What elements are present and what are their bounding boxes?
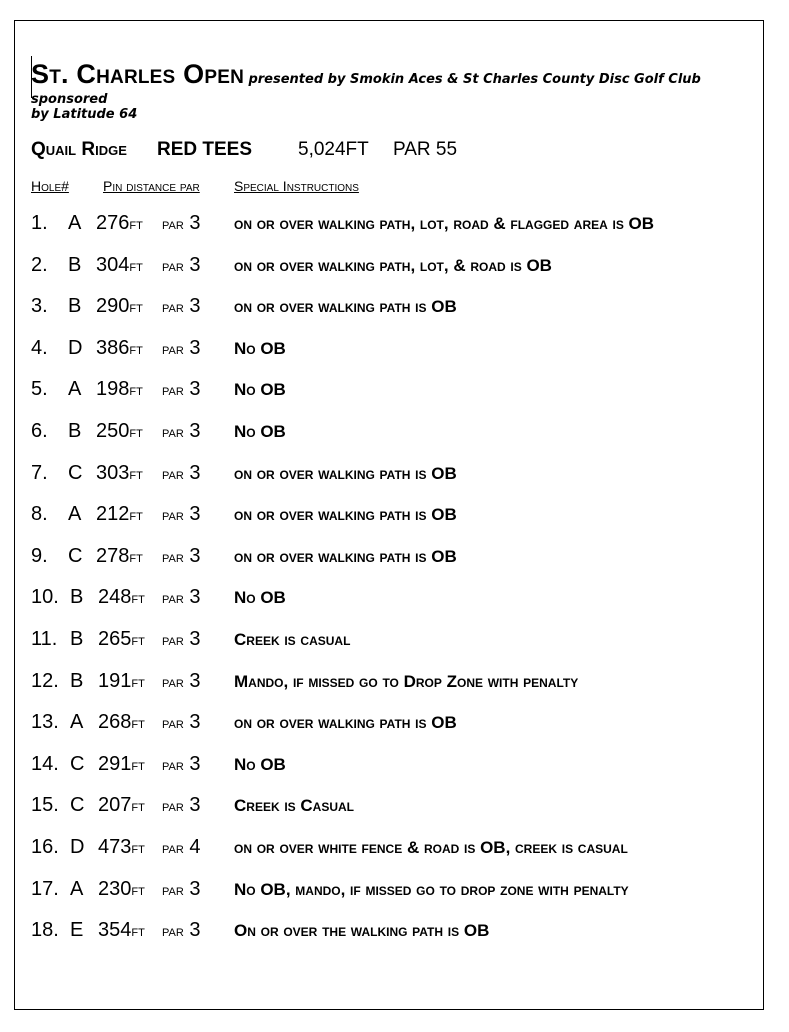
course-length: 5,024FT	[298, 139, 369, 160]
course-name: Quail Ridge	[31, 139, 127, 160]
hole-par	[162, 586, 201, 609]
par-label: par	[162, 340, 184, 358]
hole-par	[162, 212, 201, 235]
distance-unit: ft	[131, 881, 145, 899]
distance-value: 230	[98, 877, 132, 900]
distance-value: 473	[98, 835, 132, 858]
hole-row	[31, 876, 756, 918]
hole-distance	[96, 378, 143, 401]
par-label: par	[162, 756, 184, 774]
hole-number: 12.	[31, 669, 59, 692]
special-instructions: on or over walking path is OB	[234, 297, 457, 317]
distance-unit: ft	[131, 839, 145, 857]
pin-position: A	[68, 503, 82, 526]
special-instructions: No OB	[234, 588, 286, 608]
special-instructions: Creek is casual	[234, 629, 351, 649]
par-value: 3	[189, 586, 201, 609]
par-label: par	[162, 881, 184, 899]
hole-number: 5.	[31, 378, 48, 401]
hole-number: 18.	[31, 919, 59, 942]
hole-par	[162, 503, 201, 526]
hole-number: 16.	[31, 835, 59, 858]
hole-distance	[96, 462, 143, 485]
par-value: 3	[189, 419, 201, 442]
distance-unit: ft	[129, 216, 143, 233]
par-label: par	[162, 715, 184, 733]
distance-unit: ft	[129, 340, 143, 358]
par-value: 3	[189, 336, 201, 359]
header-special-instructions: Special Instructions	[234, 178, 359, 194]
pin-position: B	[68, 419, 82, 442]
special-instructions: No OB	[234, 338, 286, 358]
hole-row	[31, 293, 756, 335]
distance-value: 265	[98, 627, 132, 650]
pin-position: B	[68, 295, 82, 318]
par-label: par	[162, 590, 184, 608]
special-instructions: Mando, if missed go to Drop Zone with penalty	[234, 671, 579, 691]
par-value: 3	[189, 794, 201, 817]
distance-value: 207	[98, 794, 132, 817]
hole-number: 10.	[31, 586, 59, 609]
hole-number: 2.	[31, 253, 48, 276]
hole-row	[31, 917, 756, 959]
hole-row	[31, 252, 756, 294]
par-label: par	[162, 548, 184, 566]
distance-unit: ft	[129, 257, 143, 275]
par-label: par	[162, 923, 184, 941]
hole-distance	[98, 919, 145, 942]
par-value: 4	[189, 835, 201, 858]
distance-value: 198	[96, 378, 130, 401]
distance-unit: ft	[129, 382, 143, 400]
distance-value: 290	[96, 295, 130, 318]
hole-row	[31, 584, 756, 626]
pin-position: A	[68, 378, 82, 401]
par-value: 3	[189, 669, 201, 692]
pin-position: C	[68, 544, 83, 567]
hole-list	[31, 210, 756, 959]
header-pin-distance-par: Pin distance par	[103, 178, 200, 194]
document-subtitle: presented by Smokin Aces & St Charles County Disc Golf Club sponsored	[31, 72, 701, 107]
hole-par	[162, 878, 201, 901]
hole-distance	[96, 503, 143, 526]
par-value: 3	[189, 627, 201, 650]
par-value: 3	[189, 378, 201, 401]
course-par: PAR 55	[393, 139, 458, 160]
hole-par	[162, 462, 201, 485]
hole-row	[31, 834, 756, 876]
hole-number: 8.	[31, 503, 48, 526]
par-label: par	[162, 798, 184, 816]
hole-par	[162, 919, 201, 942]
pin-position: A	[70, 711, 84, 734]
hole-par	[162, 295, 201, 318]
pin-position: D	[70, 835, 85, 858]
pin-position: B	[70, 669, 84, 692]
distance-unit: ft	[129, 507, 143, 525]
par-value: 3	[189, 253, 201, 276]
distance-value: 386	[96, 336, 130, 359]
header-hole: Hole#	[31, 178, 69, 194]
distance-unit: ft	[131, 590, 145, 608]
pin-position: A	[68, 212, 82, 234]
hole-distance	[96, 420, 143, 443]
distance-value: 278	[96, 544, 130, 567]
distance-unit: ft	[129, 548, 143, 566]
hole-row	[31, 792, 756, 834]
pin-position: C	[70, 794, 85, 817]
hole-par	[162, 545, 201, 568]
hole-par	[162, 670, 201, 693]
hole-distance	[96, 337, 143, 360]
par-label: par	[162, 507, 184, 525]
par-value: 3	[189, 877, 201, 900]
distance-unit: ft	[131, 631, 145, 649]
distance-unit: ft	[131, 798, 145, 816]
par-label: par	[162, 631, 184, 649]
hole-number: 4.	[31, 336, 48, 359]
distance-unit: ft	[131, 715, 145, 733]
hole-distance	[98, 794, 145, 817]
par-label: par	[162, 673, 184, 691]
hole-row	[31, 668, 756, 710]
hole-number: 7.	[31, 461, 48, 484]
par-value: 3	[189, 461, 201, 484]
pin-position: C	[68, 461, 83, 484]
document-subtitle-continued: by Latitude 64	[31, 107, 138, 122]
distance-value: 291	[98, 752, 132, 775]
distance-value: 276	[96, 212, 130, 234]
distance-unit: ft	[129, 423, 143, 441]
hole-par	[162, 628, 201, 651]
pin-position: B	[68, 253, 82, 276]
pin-position: C	[70, 752, 85, 775]
hole-row	[31, 376, 756, 418]
hole-distance	[98, 836, 145, 859]
document-title: St. Charles Open	[31, 59, 245, 89]
par-value: 3	[189, 212, 201, 234]
hole-distance	[98, 753, 145, 776]
hole-row	[31, 543, 756, 585]
special-instructions: on or over walking path is OB	[234, 546, 457, 566]
hole-number: 11.	[31, 627, 58, 650]
par-value: 3	[189, 752, 201, 775]
distance-unit: ft	[129, 465, 143, 483]
par-value: 3	[189, 503, 201, 526]
tee-color: RED TEES	[157, 139, 253, 160]
hole-distance	[96, 545, 143, 568]
pin-position: B	[70, 627, 84, 650]
pin-position: E	[70, 919, 84, 942]
special-instructions: on or over walking path is OB	[234, 463, 457, 483]
distance-value: 250	[96, 419, 130, 442]
hole-number: 3.	[31, 295, 48, 318]
hole-par	[162, 420, 201, 443]
hole-distance	[98, 711, 145, 734]
special-instructions: No OB	[234, 754, 286, 774]
hole-par	[162, 337, 201, 360]
special-instructions: No OB, mando, if missed go to drop zone with penalty	[234, 879, 629, 899]
hole-number: 17.	[31, 877, 59, 900]
title-line	[31, 60, 756, 107]
par-label: par	[162, 423, 184, 441]
distance-unit: ft	[131, 756, 145, 774]
special-instructions: on or over walking path is OB	[234, 505, 457, 525]
hole-row	[31, 626, 756, 668]
special-instructions: on or over walking path is OB	[234, 713, 457, 733]
distance-unit: ft	[131, 673, 145, 691]
special-instructions: on or over walking path, lot, road & flagged area is OB	[234, 214, 655, 233]
par-value: 3	[189, 544, 201, 567]
hole-par	[162, 378, 201, 401]
hole-number: 13.	[31, 711, 59, 734]
distance-value: 354	[98, 919, 132, 942]
par-label: par	[162, 299, 184, 317]
hole-number: 1.	[31, 212, 48, 234]
distance-value: 248	[98, 586, 132, 609]
hole-distance	[98, 586, 145, 609]
distance-unit: ft	[129, 299, 143, 317]
hole-row	[31, 418, 756, 460]
distance-unit: ft	[131, 923, 145, 941]
hole-par	[162, 753, 201, 776]
hole-par	[162, 711, 201, 734]
distance-value: 212	[96, 503, 130, 526]
special-instructions: on or over white fence & road is OB, creek is casual	[234, 837, 628, 857]
hole-distance	[96, 295, 143, 318]
hole-par	[162, 836, 201, 859]
special-instructions: on or over walking path, lot, & road is OB	[234, 255, 552, 275]
special-instructions: Creek is Casual	[234, 796, 355, 816]
par-label: par	[162, 216, 184, 233]
pin-position: D	[68, 336, 83, 359]
pin-position: B	[70, 586, 84, 609]
hole-par	[162, 254, 201, 277]
par-value: 3	[189, 711, 201, 734]
par-label: par	[162, 465, 184, 483]
hole-par	[162, 794, 201, 817]
special-instructions: No OB	[234, 421, 286, 441]
hole-number: 15.	[31, 794, 59, 817]
hole-row	[31, 751, 756, 793]
distance-value: 268	[98, 711, 132, 734]
special-instructions: No OB	[234, 380, 286, 400]
hole-number: 6.	[31, 419, 48, 442]
hole-distance	[96, 212, 143, 235]
hole-distance	[98, 628, 145, 651]
special-instructions: On or over the walking path is OB	[234, 921, 490, 941]
hole-row	[31, 460, 756, 502]
par-value: 3	[189, 295, 201, 318]
hole-row	[31, 501, 756, 543]
hole-row	[31, 210, 756, 252]
hole-number: 14.	[31, 752, 59, 775]
hole-number: 9.	[31, 544, 48, 567]
par-label: par	[162, 839, 184, 857]
par-label: par	[162, 257, 184, 275]
par-label: par	[162, 382, 184, 400]
distance-value: 191	[98, 669, 132, 692]
hole-distance	[98, 878, 145, 901]
hole-row	[31, 709, 756, 751]
hole-row	[31, 335, 756, 377]
distance-value: 304	[96, 253, 130, 276]
par-value: 3	[189, 919, 201, 942]
distance-value: 303	[96, 461, 130, 484]
pin-position: A	[70, 877, 84, 900]
hole-distance	[98, 670, 145, 693]
hole-distance	[96, 254, 143, 277]
